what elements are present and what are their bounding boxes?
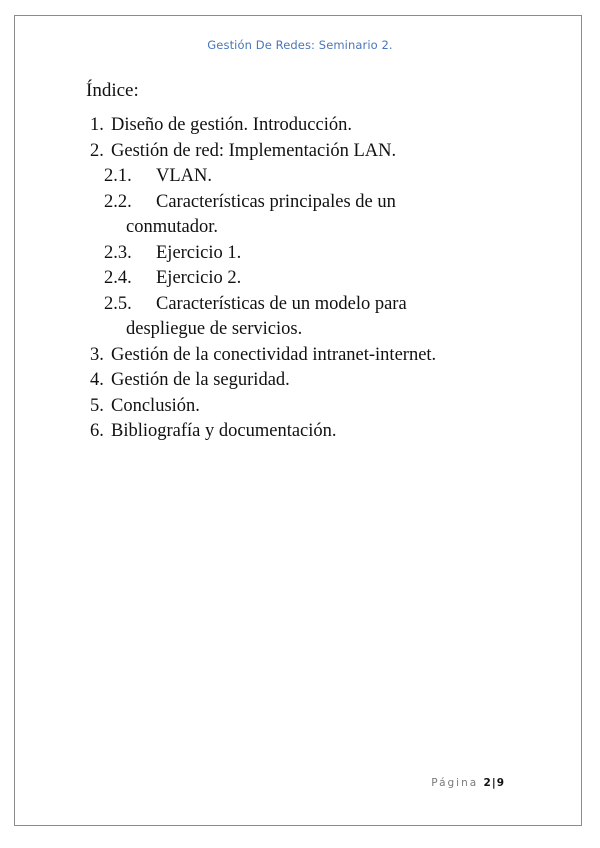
toc-item-number: 2.4. <box>104 268 132 288</box>
toc-item-2-5[interactable] <box>0 292 600 343</box>
toc-item-number: 2. <box>90 140 104 161</box>
toc-item-number: 2.3. <box>104 242 132 263</box>
toc-item-text-continued: conmutador. <box>126 217 218 237</box>
page-footer <box>431 777 505 789</box>
toc-item-text: Gestión de la conectividad intranet-internet. <box>111 344 437 365</box>
toc-item-text: Diseño de gestión. Introducción. <box>111 115 352 135</box>
toc-item-2-1[interactable] <box>0 164 600 190</box>
toc-item-text: Gestión de red: Implementación LAN. <box>111 140 397 161</box>
toc-item-number: 2.1. <box>104 166 132 186</box>
toc-item-text: Ejercicio 1. <box>156 242 242 263</box>
page-label: Página <box>431 777 479 789</box>
toc-item-number: 3. <box>90 344 104 365</box>
toc-item-number: 4. <box>90 370 104 390</box>
toc-item-number: 5. <box>90 395 104 416</box>
toc-item-text: Características de un modelo para <box>156 293 407 314</box>
toc-item-text: Gestión de la seguridad. <box>111 370 290 390</box>
toc-item-number: 2.5. <box>104 293 132 314</box>
page-total: 9 <box>496 777 505 789</box>
toc-item-3[interactable] <box>0 343 600 369</box>
toc-item-2[interactable] <box>0 139 600 165</box>
toc-title: Índice: <box>86 80 139 101</box>
toc-item-6[interactable] <box>0 419 600 445</box>
page-number: 2 <box>483 777 492 789</box>
toc-item-text: Ejercicio 2. <box>156 268 242 288</box>
toc-item-4[interactable] <box>0 368 600 394</box>
table-of-contents <box>0 113 600 445</box>
toc-item-number: 2.2. <box>104 191 132 212</box>
toc-item-2-4[interactable] <box>0 266 600 292</box>
toc-item-text: Bibliografía y documentación. <box>111 421 337 441</box>
toc-item-1[interactable] <box>0 113 600 139</box>
toc-item-text: Características principales de un <box>156 191 396 212</box>
toc-item-text: VLAN. <box>156 166 213 186</box>
toc-item-5[interactable] <box>0 394 600 420</box>
toc-item-text: Conclusión. <box>111 395 200 416</box>
toc-item-number: 1. <box>90 115 104 135</box>
toc-item-2-3[interactable] <box>0 241 600 267</box>
toc-item-text-continued: despliegue de servicios. <box>126 319 303 339</box>
toc-item-2-2[interactable] <box>0 190 600 241</box>
toc-item-number: 6. <box>90 421 104 441</box>
page-separator: | <box>491 777 497 789</box>
page-header: Gestión De Redes: Seminario 2. <box>207 38 393 52</box>
